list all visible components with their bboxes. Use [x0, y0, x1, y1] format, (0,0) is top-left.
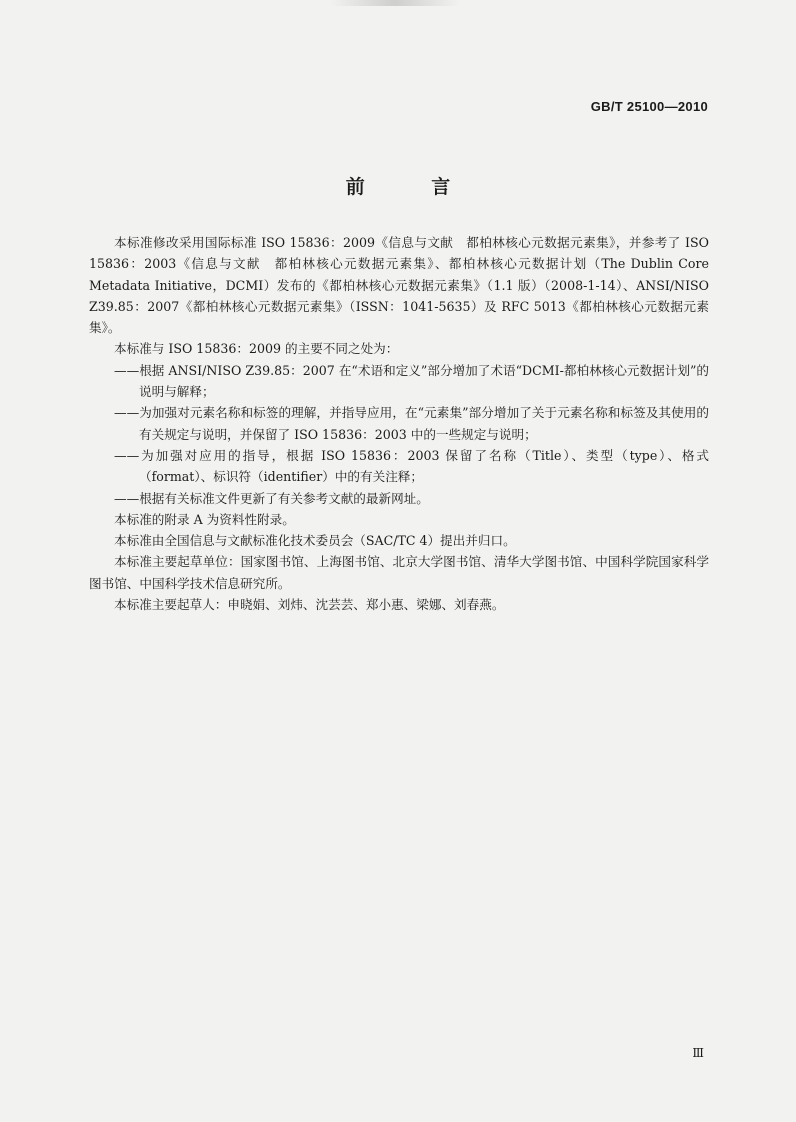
difference-item-3: ——为加强对应用的指导，根据 ISO 15836：2003 保留了名称（Title）、类型（type）、格式（format）、标识符（identifier）中的有关注释；: [114, 447, 709, 485]
difference-item-1: ——根据 ANSI/NISO Z39.85：2007 在“术语和定义”部分增加了术语“DCMI-都柏林核心元数据计划”的说明与解释；: [114, 362, 709, 400]
paragraph-drafting-units: 本标准主要起草单位：国家图书馆、上海图书馆、北京大学图书馆、清华大学图书馆、中国科学院国家科学图书馆、中国科学技术信息研究所。: [89, 554, 709, 591]
paragraph-adoption: 本标准修改采用国际标准 ISO 15836：2009《信息与文献 都柏林核心元数据元素集》，并参考了 ISO 15836：2003《信息与文献 都柏林核心元数据元素集》、都柏林核心元数据计划（The Dublin Core Metadata Initiative，DCMI）发布的《都柏林核心元数据元素集》（1.1 版）（2008-1-14）、ANSI/NISO Z39.85：2007《都柏林核心元数据元素集》（ISSN：1041-5635）及 RFC 5013《都柏林核心元数据元素集》。: [89, 235, 709, 336]
paragraph-differences-intro: 本标准与 ISO 15836：2009 的主要不同之处为：: [114, 341, 399, 357]
paragraph-drafters: 本标准主要起草人：申晓娟、刘炜、沈芸芸、郑小惠、梁娜、刘春燕。: [114, 597, 505, 613]
standard-code: GB/T 25100—2010: [590, 99, 708, 114]
difference-item-2: ——为加强对元素名称和标签的理解，并指导应用，在“元素集”部分增加了关于元素名称和标签及其使用的有关规定与说明，并保留了 ISO 15836：2003 中的一些规定与说明；: [114, 405, 709, 442]
page-title: 前 言: [345, 176, 481, 198]
page-number: Ⅲ: [692, 1046, 704, 1060]
paragraph-committee: 本标准由全国信息与文献标准化技术委员会（SAC/TC 4）提出并归口。: [114, 533, 516, 549]
difference-item-4: ——根据有关标准文件更新了有关参考文献的最新网址。: [114, 490, 429, 506]
scan-artifact: [330, 0, 460, 6]
foreword-body: [89, 232, 709, 615]
paragraph-annex: 本标准的附录 A 为资料性附录。: [114, 511, 295, 527]
